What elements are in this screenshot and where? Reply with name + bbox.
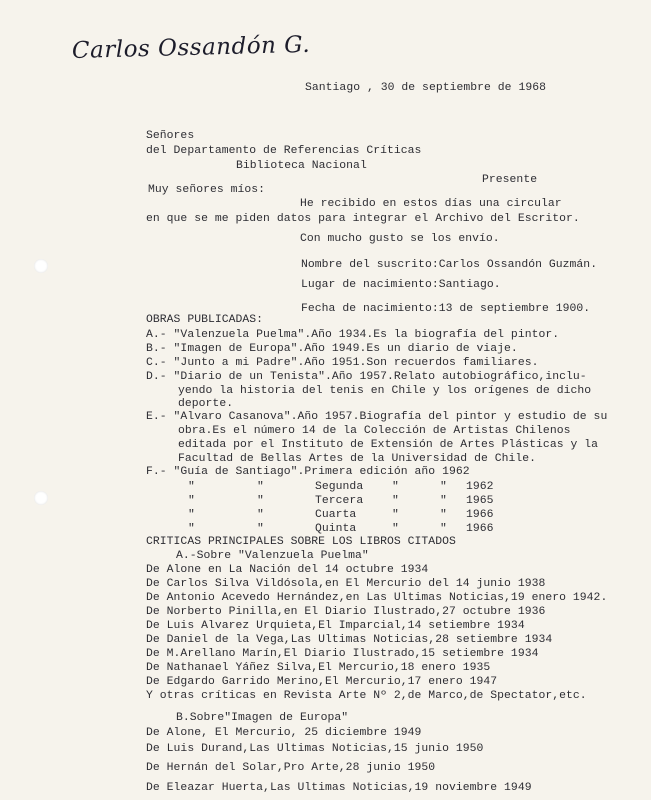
ditto-mark: " — [392, 509, 399, 521]
ditto-mark: " — [392, 495, 399, 507]
critics-a-line: De Daniel de la Vega,Las Ultimas Noticias,28 setiembre 1934 — [146, 634, 553, 646]
ditto-mark: " — [440, 523, 447, 535]
critics-heading: CRITICAS PRINCIPALES SOBRE LOS LIBROS CITADOS — [146, 536, 456, 548]
recipient-line-1: Señores — [146, 130, 195, 142]
recipient-line-2: del Departamento de Referencias Críticas — [146, 145, 422, 157]
critics-a-line: De Alone en La Nación del 14 octubre 1934 — [146, 564, 429, 576]
ditto-mark: " — [257, 481, 264, 493]
edition-label: Cuarta — [315, 509, 357, 521]
edition-label: Segunda — [315, 481, 364, 493]
edition-year: 1966 — [466, 509, 494, 521]
ditto-mark: " — [188, 495, 195, 507]
critics-a-heading: A.-Sobre "Valenzuela Puelma" — [176, 550, 369, 562]
recipient-line-4: Presente — [482, 174, 538, 186]
ditto-mark: " — [392, 523, 399, 535]
letterhead-signature: Carlos Ossandón G. — [71, 31, 311, 64]
critics-b-heading: B.Sobre"Imagen de Europa" — [176, 712, 349, 724]
work-a: A.- "Valenzuela Puelma".Año 1934.Es la biografía del pintor. — [146, 329, 560, 341]
ditto-mark: " — [188, 481, 195, 493]
critics-b-line: De Alone, El Mercurio, 25 diciembre 1949 — [146, 727, 422, 739]
ditto-mark: " — [188, 509, 195, 521]
edition-year: 1965 — [466, 495, 494, 507]
edition-year: 1962 — [466, 481, 494, 493]
birthplace: Lugar de nacimiento:Santiago. — [301, 279, 501, 291]
punch-hole-bottom — [34, 491, 48, 505]
critics-a-line: De Carlos Silva Vildósola,en El Mercurio del 14 junio 1938 — [146, 578, 546, 590]
author-name: Nombre del suscrito:Carlos Ossandón Guzmán. — [301, 259, 598, 271]
ditto-mark: " — [440, 509, 447, 521]
critics-a-line: De Antonio Acevedo Hernández,en Las Ultimas Noticias,19 enero 1942. — [146, 592, 608, 604]
body-paragraph-1-line-1: He recibido en estos días una circular — [300, 198, 562, 210]
ditto-mark: " — [440, 481, 447, 493]
birthdate: Fecha de nacimiento:13 de septiembre 1900. — [301, 303, 591, 315]
ditto-mark: " — [257, 523, 264, 535]
ditto-mark: " — [440, 495, 447, 507]
body-paragraph-1-line-2: en que se me piden datos para integrar el Archivo del Escritor. — [146, 213, 580, 225]
ditto-mark: " — [188, 523, 195, 535]
ditto-mark: " — [392, 481, 399, 493]
work-b: B.- "Imagen de Europa".Año 1949.Es un diario de viaje. — [146, 343, 518, 355]
work-d-line-3: deporte. — [178, 398, 234, 410]
work-d-line-2: yendo la historia del tenis en Chile y los orígenes de dicho — [178, 385, 592, 397]
critics-b-line: De Luis Durand,Las Ultimas Noticias,15 junio 1950 — [146, 743, 484, 755]
greeting: Muy señores míos: — [148, 184, 266, 196]
work-c: C.- "Junto a mi Padre".Año 1951.Son recuerdos familiares. — [146, 357, 539, 369]
work-f: F.- "Guía de Santiago".Primera edición año 1962 — [146, 466, 470, 478]
critics-b-line: De Hernán del Solar,Pro Arte,28 junio 1950 — [146, 762, 436, 774]
edition-label: Quinta — [315, 523, 357, 535]
edition-label: Tercera — [315, 495, 364, 507]
work-e-line-2: obra.Es el número 14 de la Colección de Artistas Chilenos — [178, 425, 571, 437]
works-heading: OBRAS PUBLICADAS: — [146, 314, 264, 326]
critics-a-line: De Nathanael Yáñez Silva,El Mercurio,18 enero 1935 — [146, 662, 491, 674]
punch-hole-top — [34, 259, 48, 273]
work-d-line-1: D.- "Diario de un Tenista".Año 1957.Relato autobiográfico,inclu- — [146, 371, 587, 383]
critics-a-line: De Luis Alvarez Urquieta,El Imparcial,14 setiembre 1934 — [146, 620, 525, 632]
work-e-line-4: Facultad de Bellas Artes de la Universidad de Chile. — [178, 453, 537, 465]
work-e-line-3: editada por el Instituto de Extensión de Artes Plásticas y la — [178, 439, 599, 451]
critics-a-line: De M.Arellano Marín,El Diario Ilustrado,15 setiembre 1934 — [146, 648, 539, 660]
critics-b-line: De Eleazar Huerta,Las Ultimas Noticias,19 noviembre 1949 — [146, 782, 532, 794]
edition-year: 1966 — [466, 523, 494, 535]
date-line: Santiago , 30 de septiembre de 1968 — [305, 82, 546, 94]
critics-a-line: De Edgardo Garrido Merino,El Mercurio,17 enero 1947 — [146, 676, 498, 688]
critics-a-line: Y otras críticas en Revista Arte Nº 2,de Marco,de Spectator,etc. — [146, 690, 587, 702]
recipient-line-3: Biblioteca Nacional — [236, 160, 367, 172]
critics-a-line: De Norberto Pinilla,en El Diario Ilustrado,27 octubre 1936 — [146, 606, 546, 618]
ditto-mark: " — [257, 495, 264, 507]
ditto-mark: " — [257, 509, 264, 521]
body-paragraph-2: Con mucho gusto se los envío. — [300, 233, 500, 245]
work-e-line-1: E.- "Alvaro Casanova".Año 1957.Biografía del pintor y estudio de su — [146, 411, 608, 423]
